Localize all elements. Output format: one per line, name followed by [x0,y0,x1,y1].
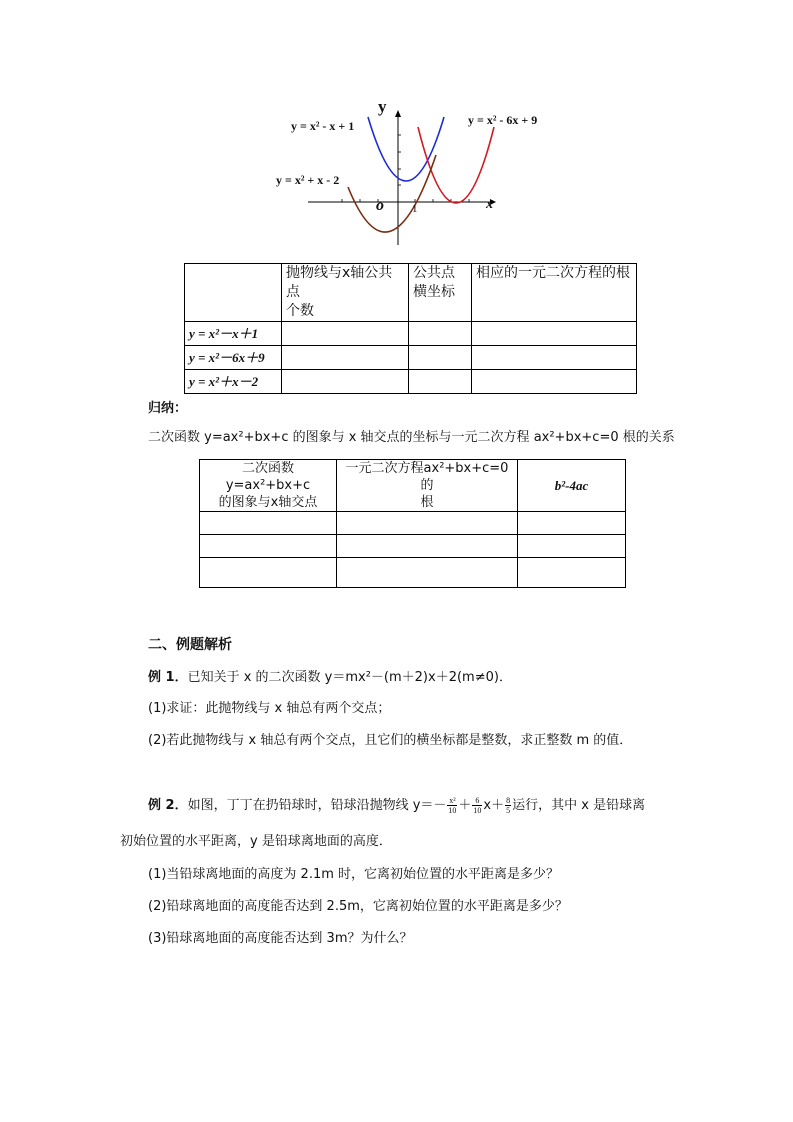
table-cell [409,322,472,346]
example2-text-line2: 初始位置的水平距离，y 是铅球离地面的高度． [120,834,392,849]
example1-line [148,666,512,685]
example1-question1: (1)求证：此抛物线与 x 轴总有两个交点； [148,701,391,716]
table-cell [282,322,409,346]
table-cell [282,346,409,370]
table-cell [337,512,518,535]
origin-label: o [376,197,384,214]
example1-label: 例 1． [148,670,188,685]
table-row [200,535,626,558]
curve1-path [368,117,444,181]
table-row [200,512,626,535]
table-cell [472,370,637,394]
curve2-label: y = x² - 6x + 9 [468,113,538,127]
example2-question2: (2)铅球离地面的高度能否达到 2.5m，它离初始位置的水平距离是多少？ [148,899,568,914]
table-cell [337,535,518,558]
example1-text: 已知关于 x 的二次函数 y＝mx²－(m＋2)x＋2(m≠0)． [187,670,512,685]
table-header-row [200,460,626,512]
table-row [185,370,637,394]
example2-text-before: 如图，丁丁在扔铅球时，铅球沿抛物线 y＝－ [187,798,447,813]
example2-label: 例 2． [148,798,188,813]
table-cell [518,512,626,535]
table-cell [472,346,637,370]
table-cell [200,558,337,588]
table-cell [472,322,637,346]
fraction-1: $\frac{\text{x²}}{10}$ [448,796,457,815]
summary-title: 归纳： [148,401,188,416]
row-function: y = x²－x＋1 [185,322,282,346]
table-cell [337,558,518,588]
example1-question2: (2)若此抛物线与 x 轴总有两个交点，且它们的横坐标都是整数，求正整数 m 的值． [148,733,633,748]
curve3-path [348,155,436,232]
intersection-table [184,263,637,394]
table-cell [200,512,337,535]
table-cell [518,558,626,588]
fraction-2: $\frac{6}{10}$ [473,796,482,815]
section-title: 二、例题解析 [148,637,232,653]
curve2-path [418,127,494,203]
example2-question3: (3)铅球离地面的高度能否达到 3m？为什么？ [148,931,413,946]
y-axis-arrow [395,110,401,117]
x-axis-label: x [486,197,493,212]
example2-text-after: 运行，其中 x 是铅球离 [512,798,646,813]
parabola-graph [270,95,600,250]
table-header-row [185,264,637,322]
table-row [200,558,626,588]
table-header-abscissa: 公共点 横坐标 [409,264,472,322]
row-function: y = x²＋x－2 [185,370,282,394]
y-axis-label: y [378,97,387,116]
table2-header-roots: 一元二次方程ax²+bx+c=0的 根 [337,460,518,512]
table-cell [200,535,337,558]
summary-text: 二次函数 y=ax²+bx+c 的图象与 x 轴交点的坐标与一元二次方程 ax²+bx+c=0 根的关系 [148,430,675,445]
row-function: y = x²－6x＋9 [185,346,282,370]
table-row [185,322,637,346]
table-row [185,346,637,370]
table-header-count: 抛物线与x轴公共点 个数 [282,264,409,322]
table-cell [518,535,626,558]
table2-header-graph: 二次函数y=ax²+bx+c 的图象与x轴交点 [200,460,337,512]
relation-table [199,459,626,588]
table-cell [409,346,472,370]
fraction-3: $\frac{8}{5}$ [506,796,511,815]
table-header-roots: 相应的一元二次方程的根 [472,264,637,322]
table-cell [409,370,472,394]
table2-header-discriminant: b²-4ac [518,460,626,512]
example2-line: 例 2．如图，丁丁在扔铅球时，铅球沿抛物线 y＝－ $\frac{\text{x²}}{10}$ ＋ $\frac{6}{10}$ x＋ $\frac{8}{5}$ 运行，其中 x 是铅球离 [148,796,646,815]
curve3-label: y = x² + x - 2 [276,173,340,187]
table-header-empty [185,264,282,322]
tick-label-one: 1 [412,203,418,215]
curve1-label: y = x² - x + 1 [291,119,355,133]
example2-question1: (1)当铅球离地面的高度为 2.1m 时，它离初始位置的水平距离是多少？ [148,867,560,882]
table-cell [282,370,409,394]
